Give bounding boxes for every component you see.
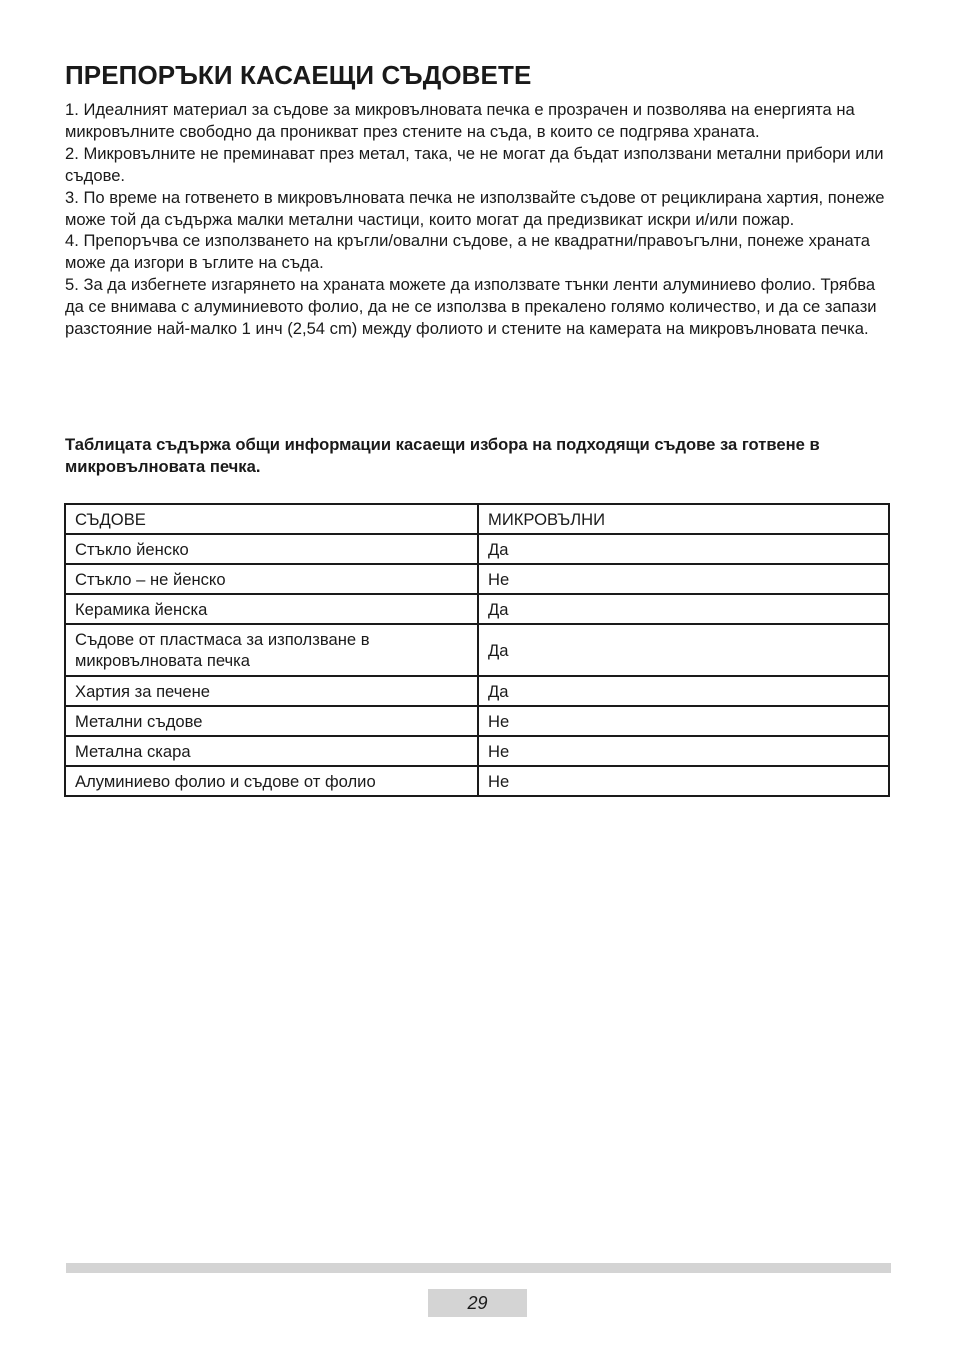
cell-microwave: Не xyxy=(478,706,889,736)
cookware-compatibility-table xyxy=(64,503,890,797)
cell-cookware: Метални съдове xyxy=(65,706,478,736)
table-header-row xyxy=(65,504,889,534)
table-row xyxy=(65,766,889,796)
table-intro: Таблицата съдържа общи информации касаещи избора на подходящи съдове за готвене в микровълновата печка. xyxy=(65,435,820,476)
cell-microwave: Да xyxy=(478,624,889,676)
table-row xyxy=(65,624,889,676)
table-row xyxy=(65,736,889,766)
header-cookware: СЪДОВЕ xyxy=(65,504,478,534)
recommendation-2: 2. Микровълните не преминават през метал, така, че не могат да бъдат използвани метални прибори или съдове. xyxy=(65,143,884,185)
recommendation-3: 3. По време на готвенето в микровълновата печка не използвайте съдове от рециклирана хартия, понеже може той да съдържа малки метални частици, които могат да предизвикат искри и/или пожар. xyxy=(65,187,885,229)
cell-cookware: Стъкло – не йенско xyxy=(65,564,478,594)
recommendation-5: 5. За да избегнете изгарянето на храната можете да използвате тънки ленти алуминиево фолио. Трябва да се внимава с алуминиевото фолио, да не се използва в прекалено голямо количество, и да се запази разстояние най-малко 1 инч (2,54 cm) между фолиото и стените на камерата на микровълновата печка. xyxy=(65,275,877,339)
recommendation-1: 1. Идеалният материал за съдове за микровълновата печка е прозрачен и позволява на енергията на микровълните свободно да проникват през стените на съда, в които се подгрява храната. xyxy=(65,100,855,141)
header-microwave: МИКРОВЪЛНИ xyxy=(478,504,889,534)
cell-microwave: Не xyxy=(478,766,889,796)
table-row xyxy=(65,594,889,624)
cell-cookware: Съдове от пластмаса за използване в микровълновата печка xyxy=(65,624,478,676)
table-row xyxy=(65,534,889,564)
recommendation-4: 4. Препоръчва се използването на кръгли/овални съдове, а не квадратни/правоъгълни, понеже храната може да изгори в ъглите на съда. xyxy=(65,231,871,273)
cell-microwave: Не xyxy=(478,736,889,766)
recommendations-text xyxy=(65,99,895,340)
cell-microwave: Да xyxy=(478,534,889,564)
cell-cookware: Керамика йенска xyxy=(65,594,478,624)
page-title: ПРЕПОРЪКИ КАСАЕЩИ СЪДОВЕТЕ xyxy=(65,60,532,90)
cell-cookware: Хартия за печене xyxy=(65,676,478,706)
table-row xyxy=(65,564,889,594)
table-row xyxy=(65,706,889,736)
table-row xyxy=(65,676,889,706)
cell-cookware: Метална скара xyxy=(65,736,478,766)
cell-cookware: Стъкло йенско xyxy=(65,534,478,564)
cell-microwave: Не xyxy=(478,564,889,594)
footer-divider xyxy=(66,1263,891,1273)
cell-microwave: Да xyxy=(478,676,889,706)
page-number: 29 xyxy=(428,1289,527,1317)
cell-cookware: Алуминиево фолио и съдове от фолио xyxy=(65,766,478,796)
cell-microwave: Да xyxy=(478,594,889,624)
